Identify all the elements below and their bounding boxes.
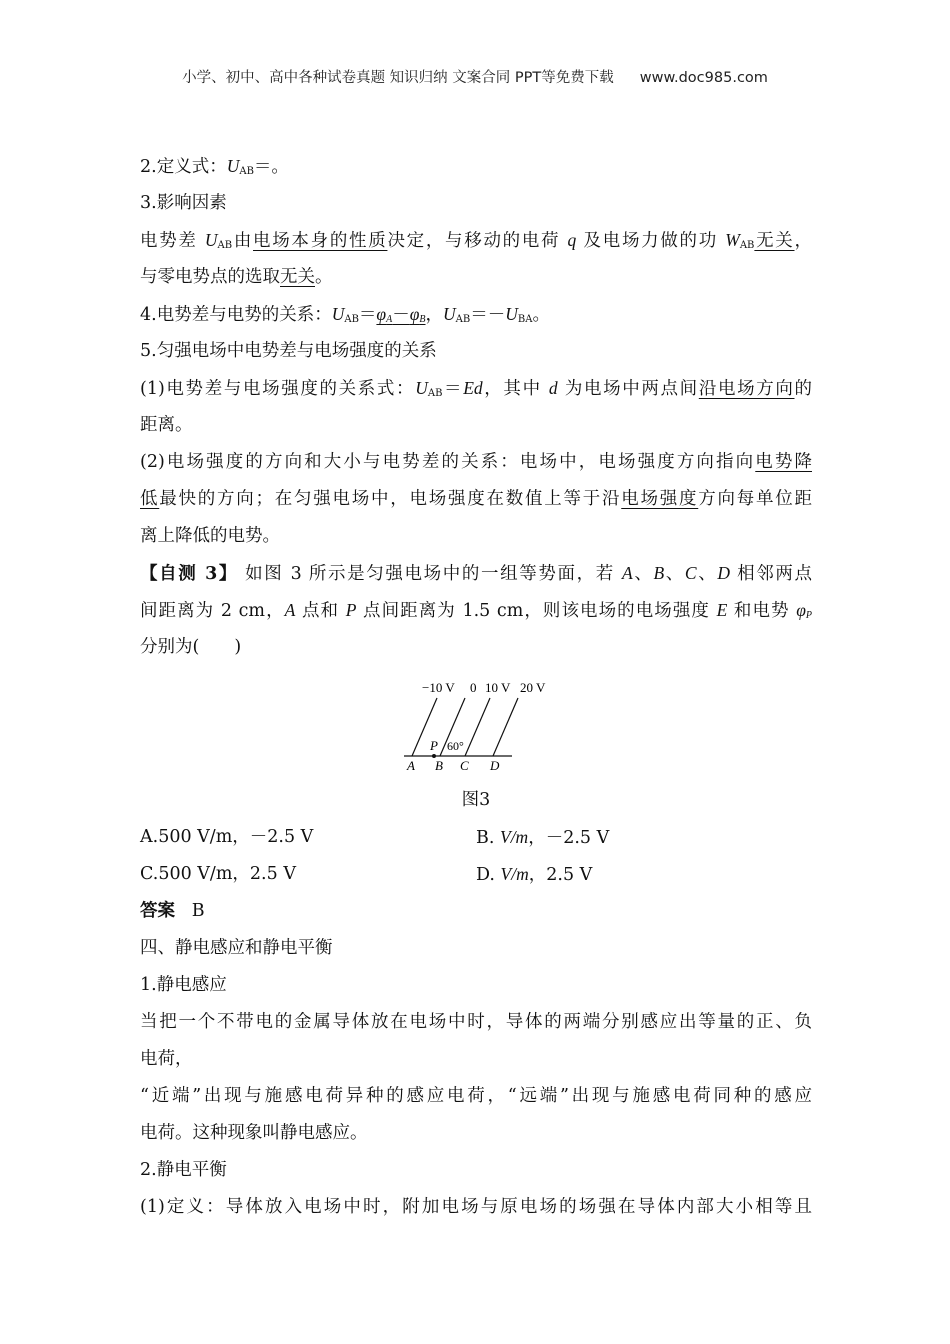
label-0: 0 — [470, 680, 477, 695]
equipotential-line-3 — [465, 698, 490, 756]
label-a: A — [407, 758, 415, 772]
page-header — [0, 66, 950, 87]
paragraph-relation-1: (1)电势差与电场强度的关系式：$U_{AB}=Ed$，其中 d 为电场中两点间沿电场方向的 — [140, 378, 812, 399]
section-four-heading: 四、静电感应和静电平衡 — [140, 938, 333, 958]
paragraph-relation-2-end: 离上降低的电势。 — [140, 526, 280, 546]
paragraph-induction-2: 电荷， — [140, 1049, 193, 1069]
paragraph-relation-1-cont: 距离。 — [140, 415, 193, 435]
answer-label: 答案 — [140, 901, 175, 921]
paragraph-equilibrium-1: (1)定义：导体放入电场中时，附加电场与原电场的场强在导体内部大小相等且 — [140, 1197, 812, 1217]
equipotential-diagram — [402, 672, 552, 772]
answer-line — [140, 893, 812, 930]
answer-value: B — [191, 901, 205, 921]
label-c: C — [460, 758, 469, 772]
equipotential-figure — [140, 672, 812, 782]
option-c[interactable]: C.500 V/m，2.5 V — [140, 864, 296, 884]
option-d[interactable]: D. V/m，2.5 V — [476, 864, 593, 885]
self-test-label: 【自测 3】 — [140, 564, 238, 584]
label-20v: 20 V — [520, 680, 546, 695]
self-test-question: 【自测 3】 如图 3 所示是匀强电场中的一组等势面，若 A、B、C、D 相邻两点 — [140, 563, 813, 584]
subheading-induction: 1.静电感应 — [140, 975, 227, 995]
definition-line: 2.定义式：$U_{AB}=$。 — [140, 156, 289, 177]
paragraph-influence-1: 电势差 $U_{AB}$由电场本身的性质决定，与移动的电荷 q 及电场力做的功 $W_{AB}$无关， — [140, 230, 812, 251]
paragraph-induction-1: 当把一个不带电的金属导体放在电场中时，导体的两端分别感应出等量的正、负 — [140, 1012, 812, 1032]
label-angle: 60° — [447, 739, 464, 753]
label-b: B — [435, 758, 443, 772]
paragraph-induction-3: “近端”出现与施感电荷异种的感应电荷，“远端”出现与施感电荷同种的感应 — [140, 1086, 812, 1106]
self-test-question-end: 分别为( ) — [140, 637, 242, 657]
heading-influence: 3.影响因素 — [140, 193, 227, 213]
label-10v: 10 V — [485, 680, 511, 695]
potential-difference-expression: $\varphi_A-\varphi_B$ — [376, 304, 426, 325]
equipotential-line-4 — [493, 698, 518, 756]
option-a[interactable]: A.500 V/m，－2.5 V — [140, 827, 314, 847]
paragraph-induction-4: 电荷。这种现象叫静电感应。 — [140, 1123, 368, 1143]
self-test-question-cont: 间距离为 2 cm，A 点和 P 点间距离为 1.5 cm，则该电场的电场强度 E 和电势 $\varphi_P$ — [140, 600, 812, 621]
label-minus-10v: −10 V — [422, 680, 455, 695]
header-url[interactable]: www.doc985.com — [639, 70, 768, 86]
paragraph-relation-2: (2)电场强度的方向和大小与电势差的关系：电场中，电场强度方向指向电势降 — [140, 452, 812, 472]
paragraph-relation-2-cont: 低最快的方向；在匀强电场中，电场强度在数值上等于沿电场强度方向每单位距 — [140, 489, 812, 509]
paragraph-influence-2: 与零电势点的选取无关。 — [140, 267, 333, 287]
subheading-equilibrium: 2.静电平衡 — [140, 1160, 227, 1180]
label-d: D — [490, 758, 500, 772]
options-row-2 — [140, 856, 812, 893]
option-b[interactable]: B. V/m，－2.5 V — [476, 827, 610, 848]
figure-caption: 图3 — [461, 790, 491, 810]
label-p: P — [430, 738, 438, 753]
document-body — [140, 148, 812, 1226]
relation-line: 4.电势差与电势的关系：$U_{AB}=\varphi_A-\varphi_B$，$U_{AB}=-U_{BA}$。 — [140, 304, 550, 325]
header-text: 小学、初中、高中各种试卷真题 知识归纳 文案合同 PPT等免费下载 — [182, 70, 614, 86]
heading-uniform-field: 5.匀强电场中电势差与电场强度的关系 — [140, 341, 437, 361]
options-row-1 — [140, 819, 812, 856]
